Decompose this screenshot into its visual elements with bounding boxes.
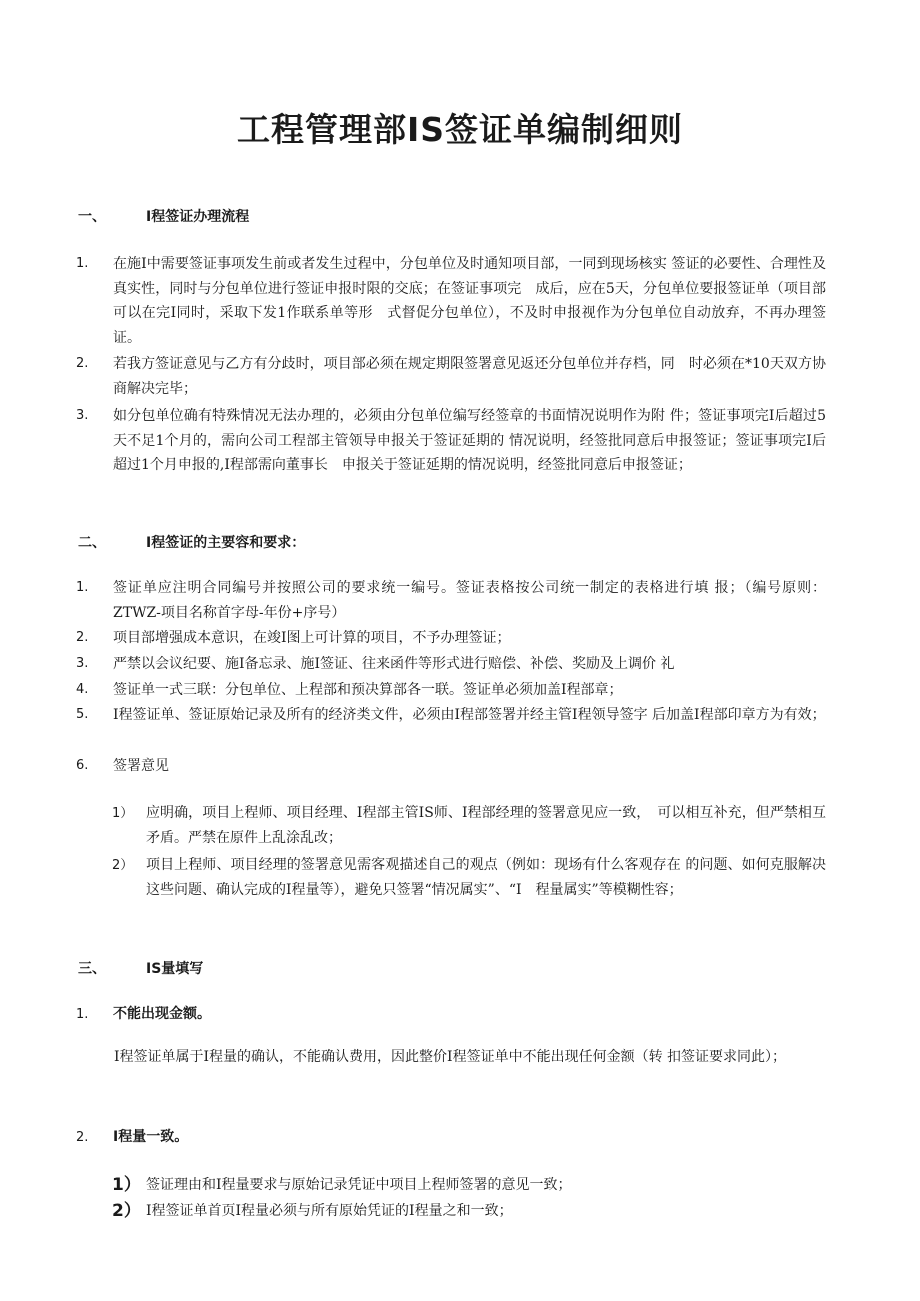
list-item bbox=[76, 754, 826, 779]
item-text: 签证单一式三联：分包单位、上程部和预决算部各一联。签证单必须加盖I程部章； bbox=[113, 682, 623, 698]
subsection-heading bbox=[76, 1126, 188, 1146]
sub-list-item bbox=[112, 1173, 826, 1198]
item-number: 3. bbox=[76, 656, 89, 671]
section-number: 三、 bbox=[78, 961, 106, 977]
item-number: 1. bbox=[76, 1007, 89, 1022]
sub-item-text: 项目上程师、项目经理的签署意见需客观描述自己的观点（例如：现场有什么客观存在 的问题、如何克服解决这些问题、确认完成的I程量等），避免只签署“情况属实”、“I 程量属实”等模糊性容； bbox=[146, 857, 826, 898]
list-item bbox=[76, 252, 826, 350]
paragraph: I程签证单属于I程量的确认，不能确认费用，因此整价I程签证单中不能出现任何金额（转 扣签证要求同此）； bbox=[114, 1049, 787, 1065]
item-number: 6. bbox=[76, 758, 89, 773]
sub-item-text: I程签证单首页I程量必须与所有原始凭证的I程量之和一致； bbox=[146, 1203, 513, 1219]
subsection-heading bbox=[76, 1003, 211, 1023]
item-heading: I程量一致。 bbox=[113, 1129, 189, 1145]
item-text: 签证单应注明合同编号并按照公司的要求统一编号。签证表格按公司统一制定的表格进行填 报；（编号原则：ZTWZ-项目名称首字母-年份+序号） bbox=[113, 580, 826, 621]
item-number: 4. bbox=[76, 682, 89, 697]
sub-item-text: 签证理由和I程量要求与原始记录凭证中项目上程师签署的意见一致； bbox=[146, 1177, 572, 1193]
list-item bbox=[76, 703, 826, 728]
section-title: I程签证的主要容和要求： bbox=[146, 535, 306, 551]
sub-item-number: 2） bbox=[112, 858, 134, 873]
sub-list-item bbox=[112, 801, 826, 851]
list-item bbox=[76, 352, 826, 401]
sub-item-number: 1） bbox=[112, 806, 134, 821]
sub-list-item bbox=[112, 1199, 826, 1224]
list-item bbox=[76, 404, 826, 478]
list-item bbox=[76, 652, 826, 677]
list-item bbox=[76, 626, 826, 651]
item-number: 5. bbox=[76, 707, 89, 722]
section-heading-2 bbox=[78, 532, 305, 552]
item-text: 严禁以会议纪要、施I备忘录、施I签证、往来函件等形式进行赔偿、补偿、奖励及上调价 礼 bbox=[113, 656, 675, 672]
section-title: IS量填写 bbox=[146, 961, 204, 977]
page-title: 工程管理部IS签证单编制细则 bbox=[236, 110, 684, 149]
item-number: 2. bbox=[76, 1130, 89, 1145]
item-heading: 不能出现金额。 bbox=[113, 1006, 211, 1022]
sub-item-number: 1） bbox=[112, 1175, 141, 1195]
section-number: 一、 bbox=[78, 209, 106, 225]
item-number: 1. bbox=[76, 256, 89, 271]
sub-list-item bbox=[112, 853, 826, 903]
item-text: 在施I中需要签证事项发生前或者发生过程中，分包单位及时通知项目部，一同到现场核实 签证的必要性、合理性及真实性，同时与分包单位进行签证申报时限的交底；在签证事项完 成后，应在5天，分包单位要报签证单（项目部可以在完I同时，采取下发1作联系单等形 式督促分包单位），不及时申报视作为分包单位自动放弃，不再办理签证。 bbox=[113, 256, 826, 346]
item-text: 项目部增强成本意识，在竣I图上可计算的项目，不予办理签证； bbox=[113, 630, 511, 646]
item-number: 1. bbox=[76, 580, 89, 595]
item-text: I程签证单、签证原始记录及所有的经济类文件，必须由I程部签署并经主管I程领导签字 后加盖I程部印章方为有效； bbox=[113, 707, 826, 723]
item-number: 2. bbox=[76, 630, 89, 645]
item-text: 如分包单位确有特殊情况无法办理的，必须由分包单位编写经签章的书面情况说明作为附 件；签证事项完I后超过5天不足1个月的，需向公司工程部主管领导申报关于签证延期的 情况说明，经签批同意后申报签证；签证事项完I后超过1个月申报的,I程部需向董事长 申报关于签证延期的情况说明，经签批同意后申报签证； bbox=[113, 408, 826, 473]
item-number: 2. bbox=[76, 356, 89, 371]
sub-item-number: 2） bbox=[112, 1201, 141, 1221]
list-item bbox=[76, 576, 826, 625]
item-text: 签署意见 bbox=[113, 758, 169, 774]
sub-item-text: 应明确，项目上程师、项目经理、I程部主管IS师、I程部经理的签署意见应一致， 可以相互补充，但严禁相互矛盾。严禁在原件上乱涂乱改； bbox=[146, 805, 826, 846]
section-heading-3 bbox=[78, 958, 203, 978]
section-heading-1 bbox=[78, 206, 249, 226]
section-number: 二、 bbox=[78, 535, 106, 551]
section-title: I程签证办理流程 bbox=[146, 209, 250, 225]
item-text: 若我方签证意见与乙方有分歧时，项目部必须在规定期限签署意见返还分包单位并存档，同 时必须在*10天双方协商解决完毕； bbox=[113, 356, 826, 397]
list-item bbox=[76, 678, 826, 703]
item-number: 3. bbox=[76, 408, 89, 423]
